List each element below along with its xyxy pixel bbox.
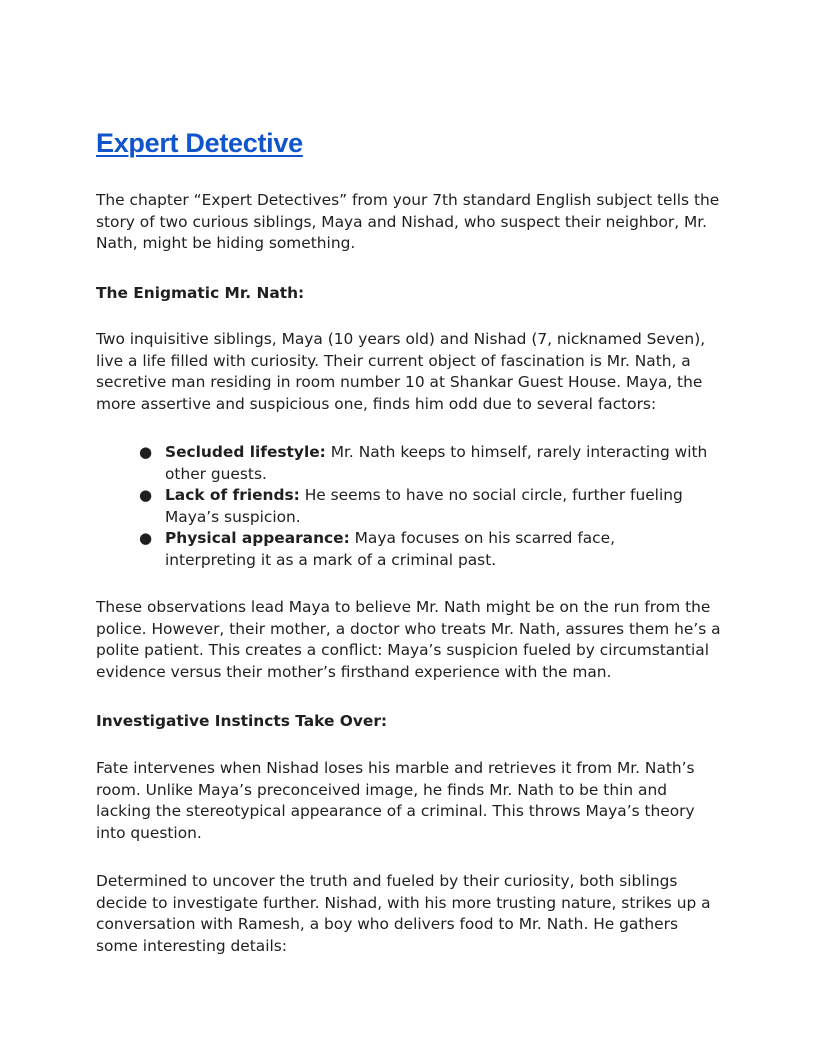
bullet-text: Mr. Nath keeps to himself, rarely interacting with other guests. xyxy=(165,443,708,483)
bullet-label: Secluded lifestyle: xyxy=(165,443,326,461)
section1-paragraph-2: These observations lead Maya to believe Mr. Nath might be on the run from the police. However, their mother, a doctor who treats Mr. Nath, assures them he’s a polite patient. This creates a conflict: Maya’s suspicion fueled by circumstantial evidence versus their mother’s firsthand experience with the man. xyxy=(96,598,721,681)
list-item xyxy=(96,485,710,528)
list-item xyxy=(96,528,710,571)
page-title[interactable]: Expert Detective xyxy=(96,128,303,158)
bullet-label: Physical appearance: xyxy=(165,529,350,547)
bullet-text: Maya focuses on his scarred face, interpreting it as a mark of a criminal past. xyxy=(165,529,615,569)
section2-paragraph-1: Fate intervenes when Nishad loses his marble and retrieves it from Mr. Nath’s room. Unlike Maya’s preconceived image, he finds Mr. Nath to be thin and lacking the stereotypical appearance of a criminal. This throws Maya’s theory into question. xyxy=(96,759,695,842)
bullet-icon: ● xyxy=(139,443,153,461)
bullet-icon: ● xyxy=(139,529,153,547)
section-heading-investigative: Investigative Instincts Take Over: xyxy=(96,712,388,730)
section2-paragraph-2: Determined to uncover the truth and fueled by their curiosity, both siblings decide to investigate further. Nishad, with his more trusting nature, strikes up a conversation with Ramesh, a boy who delivers food to Mr. Nath. He gathers some interesting details: xyxy=(96,872,711,955)
bullet-icon: ● xyxy=(139,486,153,504)
traits-bullet-list xyxy=(96,442,722,571)
bullet-label: Lack of friends: xyxy=(165,486,300,504)
list-item xyxy=(96,442,710,485)
section-heading-enigmatic: The Enigmatic Mr. Nath: xyxy=(96,284,305,302)
bullet-text: He seems to have no social circle, further fueling Maya’s suspicion. xyxy=(165,486,683,526)
intro-paragraph: The chapter “Expert Detectives” from your 7th standard English subject tells the story of two curious siblings, Maya and Nishad, who suspect their neighbor, Mr. Nath, might be hiding something. xyxy=(96,191,720,252)
section1-paragraph: Two inquisitive siblings, Maya (10 years old) and Nishad (7, nicknamed Seven), live a life filled with curiosity. Their current object of fascination is Mr. Nath, a secretive man residing in room number 10 at Shankar Guest House. Maya, the more assertive and suspicious one, finds him odd due to several factors: xyxy=(96,330,706,413)
